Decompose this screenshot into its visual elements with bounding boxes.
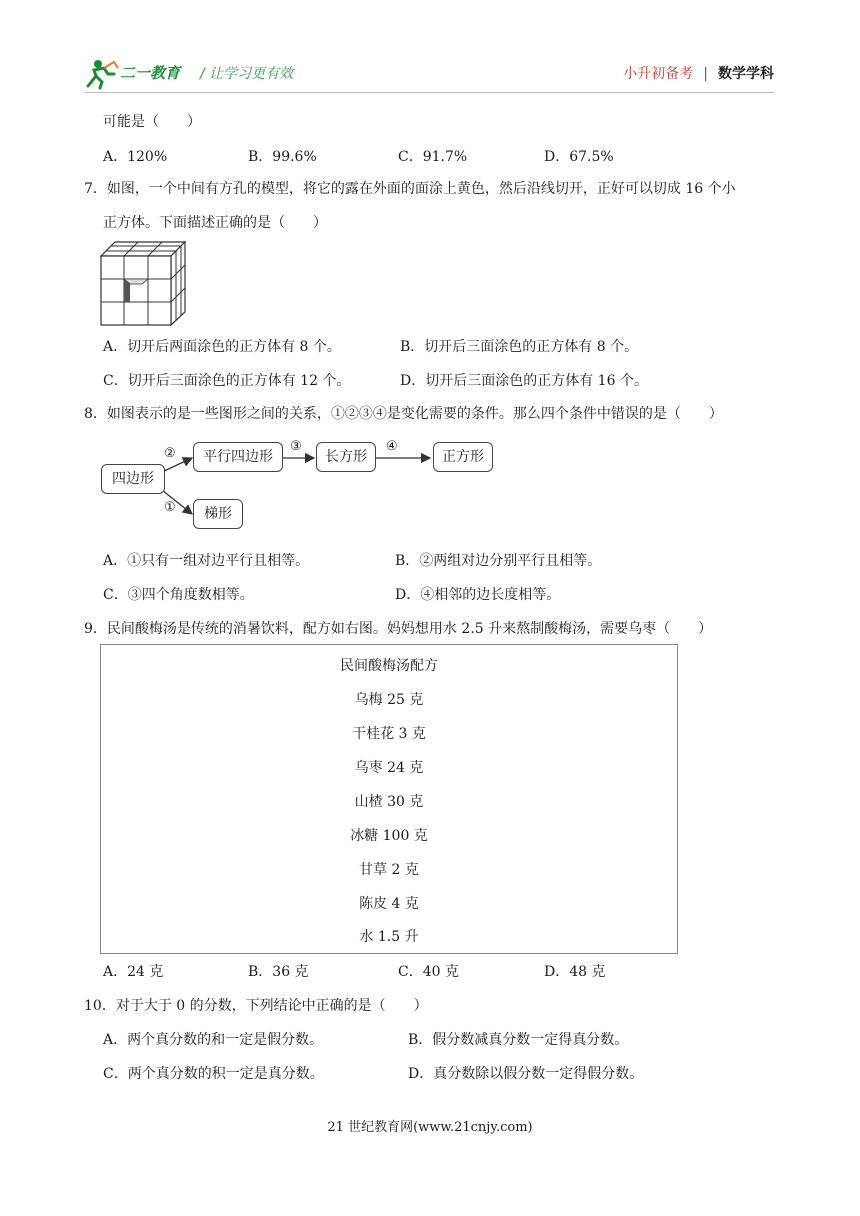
node-quadrilateral: 四边形 xyxy=(101,464,165,494)
logo-text: 二一教育 xyxy=(120,64,181,82)
q10-option-b[interactable]: B．假分数减真分数一定得真分数。 xyxy=(408,1032,629,1048)
header-separator: | xyxy=(703,66,708,82)
recipe-item: 陈皮 4 克 xyxy=(359,896,419,912)
condition-1-label: ① xyxy=(164,500,176,515)
q8-option-c[interactable]: C．③四个角度数相等。 xyxy=(103,587,254,603)
q7-option-c[interactable]: C．切开后三面涂色的正方体有 12 个。 xyxy=(103,373,351,389)
recipe-item: 冰糖 100 克 xyxy=(350,828,428,844)
node-square: 正方形 xyxy=(433,442,493,472)
condition-4-label: ④ xyxy=(386,439,398,454)
slogan: / 让学习更有效 xyxy=(200,66,294,82)
q6-option-d[interactable]: D．67.5% xyxy=(544,149,614,165)
recipe-box xyxy=(100,644,678,954)
q7-option-a[interactable]: A．切开后两面涂色的正方体有 8 个。 xyxy=(103,339,341,355)
q8-option-a[interactable]: A．①只有一组对边平行且相等。 xyxy=(103,553,310,569)
recipe-item: 山楂 30 克 xyxy=(354,794,424,810)
q9-option-b[interactable]: B．36 克 xyxy=(248,964,309,980)
q8-stem: 8．如图表示的是一些图形之间的关系，①②③④是变化需要的条件。那么四个条件中错误的是（ ） xyxy=(84,406,723,422)
q7-option-d[interactable]: D．切开后三面涂色的正方体有 16 个。 xyxy=(400,373,648,389)
header-category: 小升初备考 xyxy=(623,66,694,82)
q7-option-b[interactable]: B．切开后三面涂色的正方体有 8 个。 xyxy=(400,339,639,355)
node-parallelogram: 平行四边形 xyxy=(193,442,283,472)
q10-option-c[interactable]: C．两个真分数的积一定是真分数。 xyxy=(103,1066,324,1082)
header-divider xyxy=(84,92,774,93)
q9-option-d[interactable]: D．48 克 xyxy=(544,964,606,980)
recipe-item: 水 1.5 升 xyxy=(359,929,419,945)
q9-option-a[interactable]: A．24 克 xyxy=(103,964,164,980)
footer-source: 21 世纪教育网(www.21cnjy.com) xyxy=(327,1120,533,1135)
node-rectangle: 长方形 xyxy=(316,442,376,472)
header-subject xyxy=(623,63,774,83)
cube-figure xyxy=(100,240,186,326)
q8-option-d[interactable]: D．④相邻的边长度相等。 xyxy=(395,587,561,603)
q10-stem: 10．对于大于 0 的分数，下列结论中正确的是（ ） xyxy=(84,998,428,1014)
condition-3-label: ③ xyxy=(290,439,302,454)
q8-option-b[interactable]: B．②两组对边分别平行且相等。 xyxy=(395,553,602,569)
q10-option-d[interactable]: D．真分数除以假分数一定得假分数。 xyxy=(408,1066,644,1082)
q9-stem: 9．民间酸梅汤是传统的消暑饮料，配方如右图。妈妈想用水 2.5 升来熬制酸梅汤，需要乌枣（ ） xyxy=(84,621,713,637)
q6-option-c[interactable]: C．91.7% xyxy=(398,149,468,165)
q6-option-a[interactable]: A．120% xyxy=(103,149,168,165)
q10-option-a[interactable]: A．两个真分数的和一定是假分数。 xyxy=(103,1032,324,1048)
q9-option-c[interactable]: C．40 克 xyxy=(398,964,459,980)
node-trapezoid: 梯形 xyxy=(193,499,243,529)
header-subject-label: 数学学科 xyxy=(718,66,774,82)
q7-stem-line2: 正方体。下面描述正确的是（ ） xyxy=(103,215,327,231)
recipe-item: 干桂花 3 克 xyxy=(352,726,426,742)
q6-option-b[interactable]: B．99.6% xyxy=(248,149,317,165)
recipe-item: 甘草 2 克 xyxy=(359,862,419,878)
recipe-item: 乌梅 25 克 xyxy=(354,692,424,708)
condition-2-label: ② xyxy=(164,446,176,461)
q6-stem-tail: 可能是（ ） xyxy=(103,114,201,130)
recipe-item: 乌枣 24 克 xyxy=(354,760,424,776)
recipe-title: 民间酸梅汤配方 xyxy=(340,658,438,674)
q7-stem-line1: 7．如图，一个中间有方孔的模型，将它的露在外面的面涂上黄色，然后沿线切开，正好可以切成 16 个小 xyxy=(84,181,736,197)
